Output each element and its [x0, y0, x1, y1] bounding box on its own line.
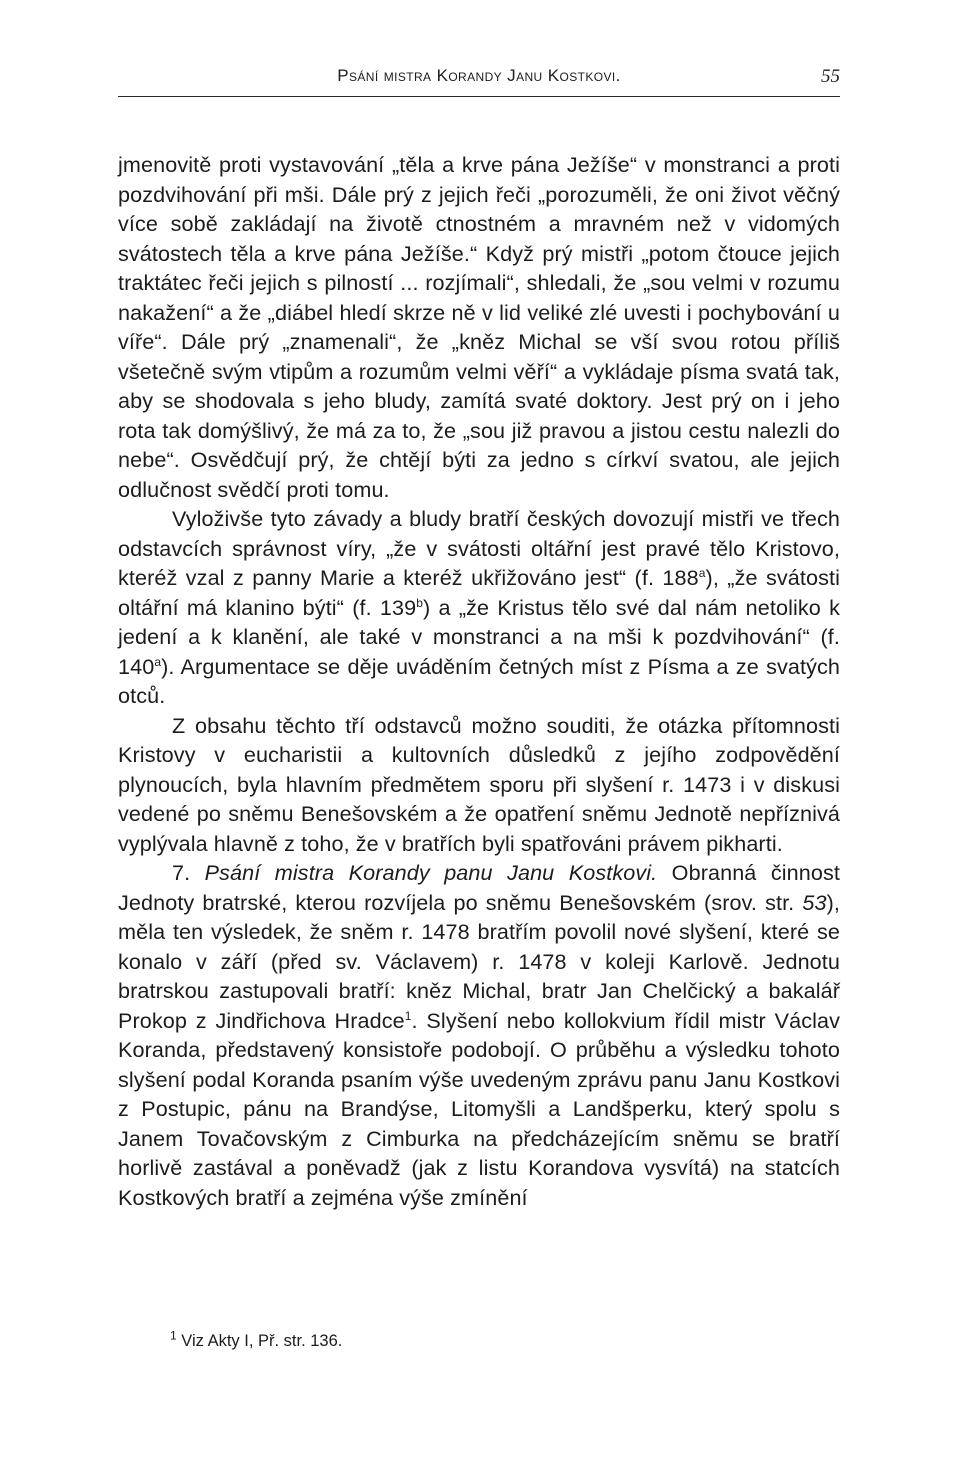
text-span: ). Argumentace se děje uváděním četných míst z Písma a ze svatých otců.: [118, 653, 840, 708]
body-text: [118, 150, 840, 1212]
paragraph-articles: [118, 504, 840, 711]
page-reference: 53: [802, 889, 827, 915]
footnote-number: 1: [170, 1328, 177, 1343]
text-span: Vyloživše tyto závady a bludy bratří českých dovozují mistři ve třech odstavcích správnost víry, „že v svátosti oltářní jest pravé tělo Kristovo, kteréž vzal z panny Marie a kteréž ukřižováno jest“ (f. 188: [118, 506, 840, 590]
text-span: Obranná činnost Jednoty bratrské, kterou rozvíjela po sněmu Benešovském (srov. str.: [118, 860, 840, 915]
footnote-marker: 1: [404, 1008, 412, 1023]
paragraph-conclusion: Z obsahu těchto tří odstavců možno souditi, že otázka přítomnosti Kristovy v eucharistii a kultovních důsledků z jejího zodpovědění plynoucích, byla hlavním předmětem sporu při slyšení r. 1473 i v diskusi vedené po sněmu Benešovském a že opatření sněmu Jednotě nepříznivá vyplývala hlavně z toho, že v bratřích byli spatřováni právem pikharti.: [118, 712, 840, 856]
section-number: 7.: [172, 860, 191, 885]
text-span: . Slyšení nebo kollokvium řídil mistr Václav Koranda, představený konsistoře podobojí. O průběhu a výsledku tohoto slyšení podal Koranda psaním výše uvedeným zprávu panu Janu Kostkovi z Postupic, pánu na Brandýse, Litomyšli a Landšperku, který spolu s Janem Tovačovským z Cimburka na předcházejícím sněmu se bratří horlivě zastával a poněvadž (jak z listu Korandova vysvítá) na statcích Kostkových bratří a zejména výše zmínění: [118, 1007, 840, 1210]
page-header: [118, 66, 840, 97]
page-number: 55: [821, 66, 840, 87]
footnote: [170, 1330, 840, 1352]
running-title: Psání mistra Korandy Janu Kostkovi.: [337, 66, 621, 85]
section-heading: Psání mistra Korandy panu Janu Kostkovi.: [204, 860, 658, 885]
paragraph-continued: jmenovitě proti vystavování „těla a krve pána Ježíše“ v monstranci a proti pozdvihování při mši. Dále prý z jejich řeči „porozuměli, že oni život věčný více sobě zakládají na životě ctnostném a mravném než v vidomých svátostech těla a krve pána Ježíše.“ Když prý mistři „potom čtouce jejich traktátec řeči jejich s pilností ... rozjímali“, shledali, že „sou velmi v rozumu nakažení“ a že „diábel hledí skrze ně v lid veliké zlé uvesti i pochybování u víře“. Dále prý „znamenali“, že „kněz Michal se vší svou rotou příliš všetečně svým vtipům a rozumům velmi věří“ a vykládaje písma svatá tak, aby se shodovala s jeho bludy, zamítá svaté doktory. Jest prý on i jeho rota tak domýšlivý, že má za to, že „sou již pravou a jistou cestu nalezli do nebe“. Osvědčují prý, že chtějí býti za jedno s církví svatou, ale jejich odlučnost svědčí proti tomu.: [118, 152, 840, 502]
paragraph-section-7: [118, 858, 840, 1212]
folio-superscript: a: [154, 654, 162, 669]
text-span: ), „že svátosti oltářní má klanino býti“ (f. 139: [118, 565, 840, 620]
text-span: ) a „že Kristus tělo své dal nám netoliko k jedení a k klanění, ale také v monstranci a na mši k pozdvihování“ (f. 140: [118, 594, 840, 679]
folio-superscript: b: [416, 595, 424, 610]
footnote-text: Viz Akty I, Př. str. 136.: [176, 1332, 343, 1350]
text-span: ), měla ten výsledek, že sněm r. 1478 bratřím povolil nové slyšení, které se konalo v září (před sv. Václavem) r. 1478 v koleji Karlově. Jednotu bratrskou zastupovali bratří: kněz Michal, bratr Jan Chelčický a bakalář Prokop z Jindřichova Hradce: [118, 889, 840, 1033]
folio-superscript: a: [698, 565, 706, 580]
